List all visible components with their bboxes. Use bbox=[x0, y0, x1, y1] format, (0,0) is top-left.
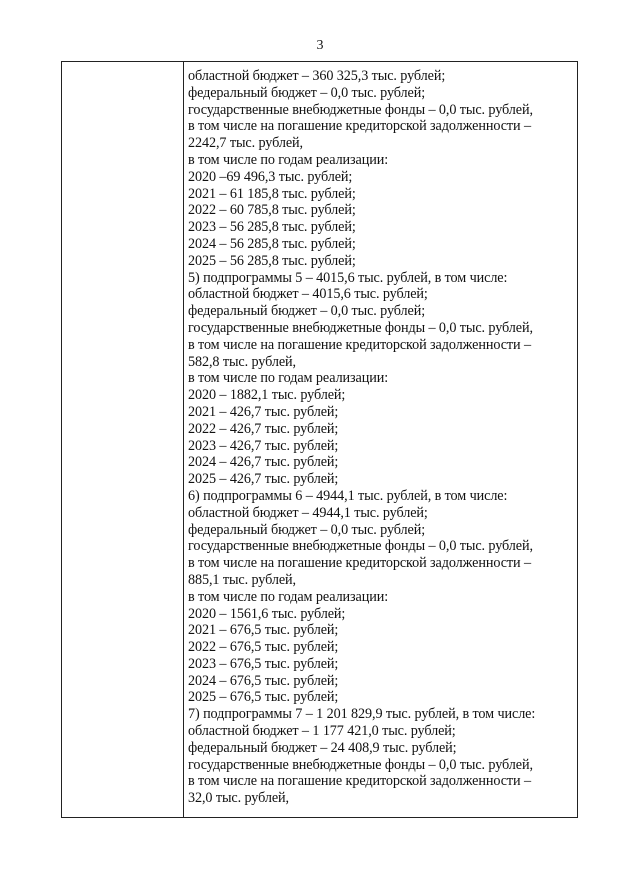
text-line: 2024 – 426,7 тыс. рублей; bbox=[188, 454, 339, 471]
text-line: 2024 – 676,5 тыс. рублей; bbox=[188, 672, 339, 689]
text-line: 2023 – 56 285,8 тыс. рублей; bbox=[188, 219, 356, 236]
funding-table bbox=[61, 61, 578, 818]
text-line: 6) подпрограммы 6 – 4944,1 тыс. рублей, в том числе: bbox=[188, 487, 508, 504]
text-line: 885,1 тыс. рублей, bbox=[188, 571, 296, 588]
text-line: государственные внебюджетные фонды – 0,0 тыс. рублей, bbox=[188, 756, 533, 773]
text-line: федеральный бюджет – 0,0 тыс. рублей; bbox=[188, 303, 426, 320]
text-line: государственные внебюджетные фонды – 0,0 тыс. рублей, bbox=[188, 101, 533, 118]
table-right-cell bbox=[188, 68, 573, 807]
text-line: 2025 – 676,5 тыс. рублей; bbox=[188, 689, 339, 706]
page-number: 3 bbox=[316, 38, 324, 53]
text-line: областной бюджет – 360 325,3 тыс. рублей; bbox=[188, 68, 446, 84]
text-line: 2022 – 426,7 тыс. рублей; bbox=[188, 420, 339, 437]
text-line: 2020 – 1561,6 тыс. рублей; bbox=[188, 605, 346, 622]
column-divider bbox=[183, 62, 184, 817]
text-line: федеральный бюджет – 24 408,9 тыс. рублей; bbox=[188, 739, 457, 756]
text-line: областной бюджет – 4015,6 тыс. рублей; bbox=[188, 286, 428, 303]
text-line: в том числе на погашение кредиторской задолженности – bbox=[188, 336, 531, 353]
text-line: областной бюджет – 1 177 421,0 тыс. рублей; bbox=[188, 723, 456, 740]
text-line: федеральный бюджет – 0,0 тыс. рублей; bbox=[188, 84, 426, 101]
text-line: в том числе на погашение кредиторской задолженности – bbox=[188, 118, 531, 135]
text-line: федеральный бюджет – 0,0 тыс. рублей; bbox=[188, 521, 426, 538]
text-line: 2021 – 676,5 тыс. рублей; bbox=[188, 622, 339, 639]
text-line: 2020 –69 496,3 тыс. рублей; bbox=[188, 168, 353, 185]
text-line: 2022 – 676,5 тыс. рублей; bbox=[188, 639, 339, 656]
text-line: 2024 – 56 285,8 тыс. рублей; bbox=[188, 235, 356, 252]
text-line: 32,0 тыс. рублей, bbox=[188, 790, 289, 807]
text-line: 582,8 тыс. рублей, bbox=[188, 353, 296, 370]
text-line: 2020 – 1882,1 тыс. рублей; bbox=[188, 387, 346, 404]
text-line: государственные внебюджетные фонды – 0,0 тыс. рублей, bbox=[188, 319, 533, 336]
text-line: в том числе по годам реализации: bbox=[188, 151, 389, 168]
text-line: государственные внебюджетные фонды – 0,0 тыс. рублей, bbox=[188, 538, 533, 555]
text-line: 2022 – 60 785,8 тыс. рублей; bbox=[188, 202, 356, 219]
text-line: 2242,7 тыс. рублей, bbox=[188, 135, 303, 152]
text-line: 7) подпрограммы 7 – 1 201 829,9 тыс. рублей, в том числе: bbox=[188, 706, 536, 723]
text-line: 2023 – 426,7 тыс. рублей; bbox=[188, 437, 339, 454]
text-line: в том числе на погашение кредиторской задолженности – bbox=[188, 773, 531, 790]
text-line: в том числе по годам реализации: bbox=[188, 588, 389, 605]
text-line: 2021 – 426,7 тыс. рублей; bbox=[188, 403, 339, 420]
text-line: в том числе на погашение кредиторской задолженности – bbox=[188, 555, 531, 572]
text-line: 2023 – 676,5 тыс. рублей; bbox=[188, 655, 339, 672]
table-left-cell bbox=[62, 62, 183, 817]
text-line: областной бюджет – 4944,1 тыс. рублей; bbox=[188, 504, 428, 521]
text-line: 2025 – 56 285,8 тыс. рублей; bbox=[188, 252, 356, 269]
text-line: 5) подпрограммы 5 – 4015,6 тыс. рублей, в том числе: bbox=[188, 269, 508, 286]
text-line: 2021 – 61 185,8 тыс. рублей; bbox=[188, 185, 356, 202]
text-line: в том числе по годам реализации: bbox=[188, 370, 389, 387]
text-line: 2025 – 426,7 тыс. рублей; bbox=[188, 471, 339, 488]
